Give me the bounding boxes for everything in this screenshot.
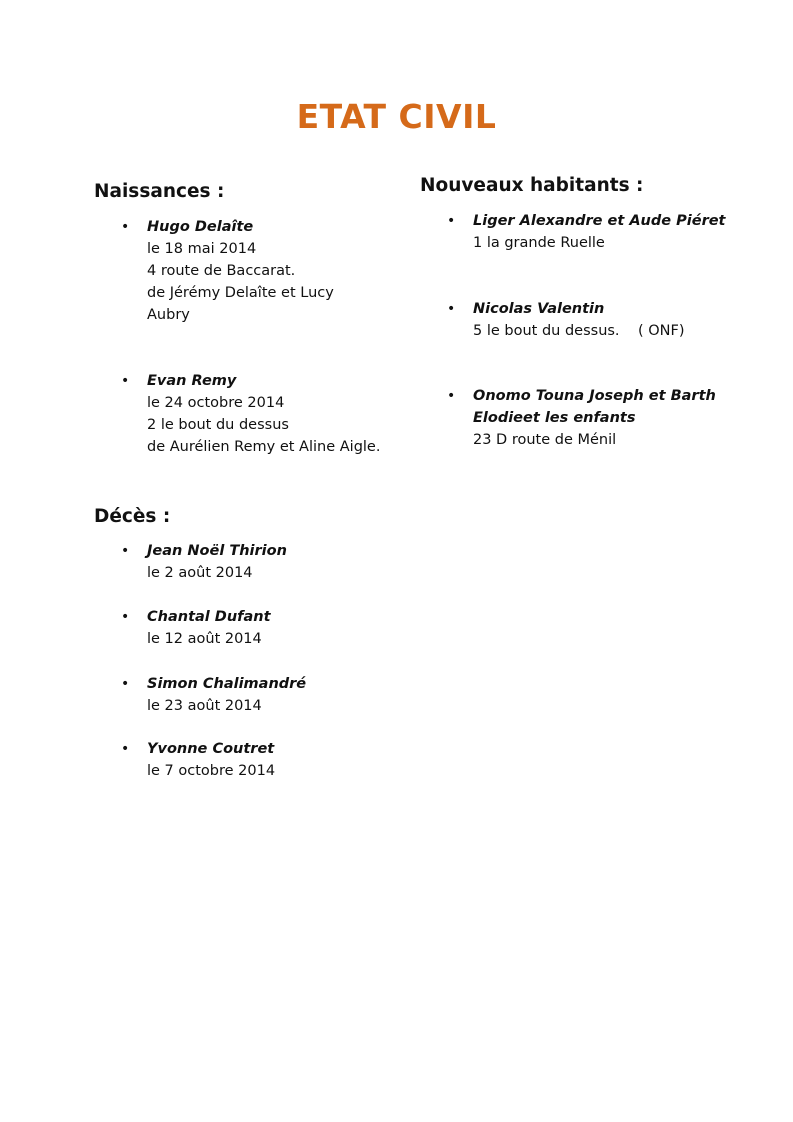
resident-address: 5 le bout du dessus. ( ONF) [473,323,685,339]
birth-parents: de Aurélien Remy et Aline Aigle. [147,439,381,455]
birth-date: le 18 mai 2014 [147,241,257,257]
deces-heading: Décès : [94,506,171,527]
death-entry [121,540,287,584]
birth-date: le 24 octobre 2014 [147,395,285,411]
resident-entry [447,298,685,342]
death-name: Simon Chalimandré [147,676,307,692]
birth-parents-cont: Aubry [147,307,190,323]
bullet-icon: • [121,543,130,559]
nouveaux-heading: Nouveaux habitants : [420,175,644,196]
death-date: le 7 octobre 2014 [147,763,276,779]
bullet-icon: • [121,373,130,389]
death-name: Jean Noël Thirion [147,543,287,559]
death-date: le 12 août 2014 [147,631,262,647]
death-entry [121,673,307,717]
page-title: ETAT CIVIL [296,97,497,136]
death-name: Yvonne Coutret [147,741,275,757]
birth-address: 2 le bout du dessus [147,417,289,433]
birth-entry [121,370,381,458]
resident-name: Onomo Touna Joseph et Barth [473,388,716,404]
birth-name: Hugo Delaîte [147,219,254,235]
resident-address: 1 la grande Ruelle [473,235,605,251]
resident-entry [447,385,716,451]
bullet-icon: • [121,219,130,235]
birth-address: 4 route de Baccarat. [147,263,296,279]
birth-entry [121,216,334,326]
death-date: le 23 août 2014 [147,698,262,714]
bullet-icon: • [121,741,130,757]
resident-entry [447,210,726,254]
death-entry [121,606,271,650]
resident-name-cont: Elodieet les enfants [473,410,636,426]
resident-address: 23 D route de Ménil [473,432,617,448]
resident-name: Liger Alexandre et Aude Piéret [473,213,726,229]
death-date: le 2 août 2014 [147,565,253,581]
bullet-icon: • [121,676,130,692]
birth-name: Evan Remy [147,373,237,389]
naissances-heading: Naissances : [94,181,225,202]
bullet-icon: • [447,388,456,404]
bullet-icon: • [447,213,456,229]
resident-name: Nicolas Valentin [473,301,605,317]
death-name: Chantal Dufant [147,609,271,625]
death-entry [121,738,276,782]
birth-parents: de Jérémy Delaîte et Lucy [147,285,334,301]
bullet-icon: • [121,609,130,625]
bullet-icon: • [447,301,456,317]
